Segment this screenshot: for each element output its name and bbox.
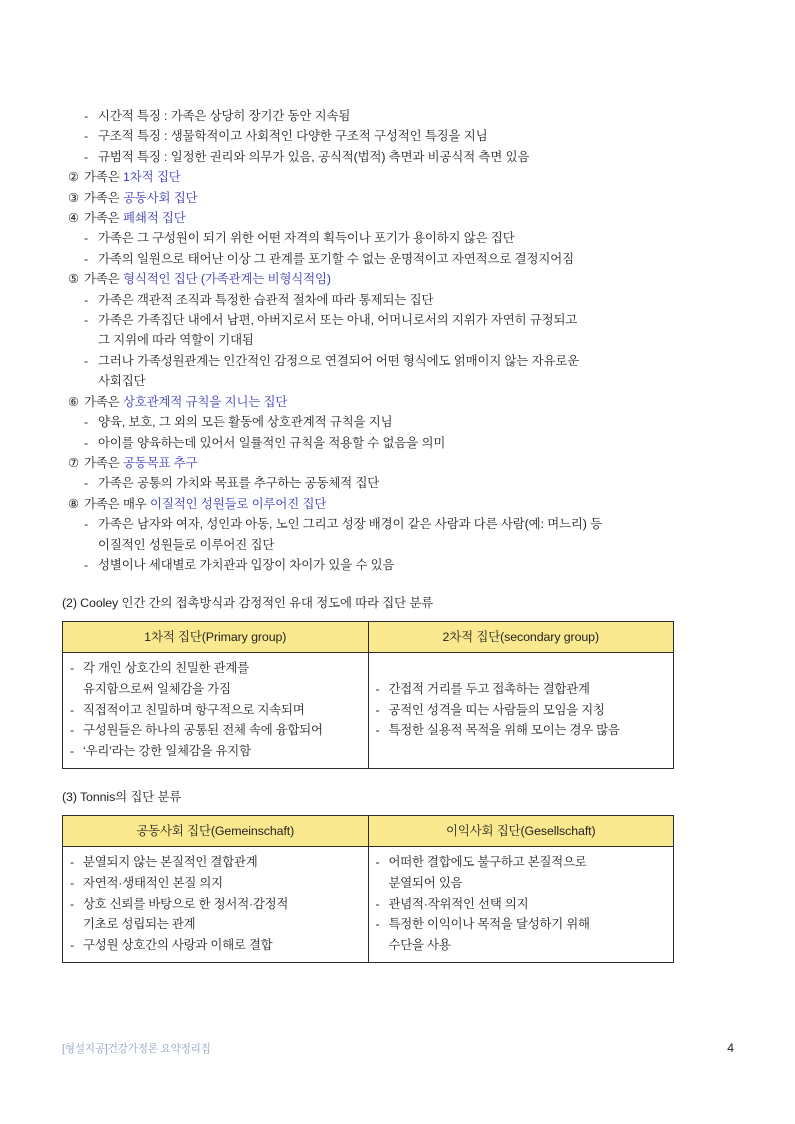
table-cell-text: 관념적·작위적인 선택 의지	[388, 896, 529, 911]
table-cell-text: 상호 신뢰를 바탕으로 한 정서적·감정적	[83, 896, 289, 911]
outline-item	[84, 514, 734, 534]
outline-item-highlight: 폐쇄적 집단	[122, 211, 186, 226]
outline-item-highlight: 이질적인 성원들로 이루어진 집단	[150, 496, 327, 511]
table-cell-bullet: -	[375, 723, 380, 738]
table-cell-line	[376, 679, 667, 700]
outline-item	[98, 371, 734, 391]
table-cell-text: 어떠한 결합에도 불구하고 본질적으로	[388, 855, 587, 870]
outline-item-marker: -	[84, 149, 89, 164]
table-cell-line	[376, 873, 667, 894]
outline-item-text: 구조적 특징 : 생물학적이고 사회적인 다양한 구조적 구성적인 특징을 지님	[98, 129, 488, 144]
table-cell-text: 직접적이고 친밀하며 항구적으로 지속되며	[83, 702, 305, 717]
outline-item-text: 가족은 공통의 가치와 목표를 추구하는 공동체적 집단	[98, 476, 380, 491]
table-header-cell-secondary-group: 2차적 집단(secondary group)	[368, 622, 674, 653]
outline-item	[84, 412, 734, 432]
outline-item-marker: -	[84, 435, 89, 450]
table-header-cell-gesellschaft: 이익사회 집단(Gesellschaft)	[368, 816, 674, 847]
outline-item-marker: -	[84, 109, 89, 123]
outline-item-marker: -	[84, 517, 89, 532]
table-cell-bullet: -	[70, 875, 74, 890]
outline-item-text: 가족은 매우	[84, 496, 151, 511]
outline-item-text: 가족의 일원으로 태어난 이상 그 관계를 포기할 수 없는 운명적이고 자연적으로 결정지어짐	[98, 251, 574, 266]
footer-document-title: [형설지공]건강가정론 요약정리집	[62, 1043, 211, 1055]
outline-item	[98, 535, 734, 555]
table-cell-primary-group	[63, 653, 369, 769]
outline-item-text: 가족은	[84, 272, 123, 287]
outline-item	[84, 106, 734, 126]
outline-item-text: 그 지위에 따라 역할이 기대됨	[98, 333, 254, 348]
section-caption-cooley: (2) Cooley 인간 간의 접촉방식과 감정적인 유대 정도에 따라 집단 분류	[62, 596, 434, 611]
outline-item-text: 이질적인 성원들로 이루어진 집단	[98, 537, 275, 552]
outline-item-marker: -	[84, 476, 89, 491]
table-cell-line	[376, 935, 667, 956]
table-cell-bullet: -	[70, 937, 74, 952]
outline-item-marker: -	[84, 557, 89, 572]
table-cell-line	[70, 658, 361, 679]
outline-item	[68, 269, 734, 289]
table-cell-line	[70, 700, 361, 721]
outline-item	[84, 473, 734, 493]
outline-item	[68, 494, 734, 514]
outline-item-marker: -	[84, 313, 89, 328]
table-cell-bullet: -	[375, 855, 380, 870]
family-characteristics-outline	[62, 106, 734, 575]
table-cell-line	[70, 741, 361, 762]
table-cell-line	[70, 679, 361, 700]
footer-page-number: 4	[727, 1041, 734, 1055]
outline-item-marker: ⑧	[68, 496, 80, 511]
outline-item-marker: ⑦	[68, 455, 80, 470]
table-cell-bullet: -	[70, 661, 74, 676]
outline-item	[84, 290, 734, 310]
table-cell-line	[70, 873, 361, 894]
outline-item	[68, 188, 734, 208]
table-cell-text: 구성원들은 하나의 공통된 전체 속에 융합되어	[83, 723, 323, 738]
outline-item-text: 가족은	[84, 394, 123, 409]
table-cell-text: 구성원 상호간의 사랑과 이해로 결합	[83, 937, 273, 952]
outline-item-text: 가족은 객관적 조직과 특정한 습관적 절차에 따라 통제되는 집단	[98, 292, 434, 307]
tonnis-group-table	[62, 815, 674, 963]
outline-item-highlight: 1차적 집단	[122, 170, 181, 185]
outline-item-text: 양육, 보호, 그 외의 모든 활동에 상호관계적 규칙을 지님	[98, 415, 393, 430]
table-cell-line	[70, 894, 361, 915]
outline-item-marker: -	[84, 415, 89, 430]
outline-item-marker: -	[84, 129, 89, 144]
table-cell-line	[376, 852, 667, 873]
outline-item-text: 가족은 남자와 여자, 성인과 아동, 노인 그리고 성장 배경이 같은 사람과 다른 사람(예: 며느리) 등	[98, 517, 603, 532]
table-cell-line	[376, 894, 667, 915]
outline-item	[98, 330, 734, 350]
outline-item-marker: -	[84, 292, 89, 307]
table-cell-line	[376, 914, 667, 935]
outline-item	[84, 433, 734, 453]
outline-item	[84, 228, 734, 248]
table-row	[63, 653, 674, 769]
table-cell-bullet: -	[375, 681, 380, 696]
outline-item	[84, 555, 734, 575]
table-header-cell-gemeinschaft: 공동사회 집단(Gemeinschaft)	[63, 816, 369, 847]
spacer	[62, 807, 734, 815]
outline-item-highlight: 형식적인 집단 (가족관계는 비형식적임)	[122, 272, 331, 287]
outline-item-marker: ⑥	[68, 394, 80, 409]
table-header-cell-primary-group: 1차적 집단(Primary group)	[63, 622, 369, 653]
table-cell-bullet: -	[375, 896, 380, 911]
table-cell-text: 수단을 사용	[388, 937, 451, 952]
outline-item	[68, 392, 734, 412]
outline-item-highlight: 상호관계적 규칙을 지니는 집단	[122, 394, 288, 409]
table-cell-secondary-group	[368, 653, 674, 769]
table-cell-bullet: -	[70, 723, 74, 738]
outline-item-text: 시간적 특징 : 가족은 상당히 장기간 동안 지속됨	[98, 109, 351, 123]
outline-item-marker: -	[84, 251, 89, 266]
table-cell-gemeinschaft	[63, 847, 369, 963]
outline-item	[68, 167, 734, 187]
table-cell-text: 분열되지 않는 본질적인 결합관계	[83, 855, 258, 870]
table-cell-bullet: -	[70, 743, 74, 758]
spacer	[62, 769, 734, 787]
table-cell-text: 공적인 성격을 띠는 사람들의 모임을 지칭	[388, 702, 605, 717]
outline-item-highlight: 공동목표 추구	[122, 455, 198, 470]
outline-item-marker: ②	[68, 170, 80, 185]
outline-item	[84, 249, 734, 269]
outline-item-marker: ④	[68, 211, 80, 226]
outline-item-text: 가족은	[84, 170, 123, 185]
table-cell-bullet: -	[70, 896, 74, 911]
outline-item-text: 가족은	[84, 211, 123, 226]
outline-item	[68, 208, 734, 228]
page-content	[62, 106, 734, 963]
outline-item-marker: -	[84, 353, 89, 368]
outline-item-text: 가족은 가족집단 내에서 남편, 아버지로서 또는 아내, 어머니로서의 지위가 자연히 규정되고	[98, 313, 578, 328]
table-cell-text: 분열되어 있음	[388, 875, 463, 890]
table-cell-text: ‘우리’라는 강한 일체감을 유지함	[83, 743, 251, 758]
outline-item	[84, 351, 734, 371]
outline-item-text: 사회집단	[98, 374, 146, 389]
outline-item-text: 규범적 특징 : 일정한 권리와 의무가 있음, 공식적(법적) 측면과 비공식적 측면 있음	[98, 149, 530, 164]
table-header-row	[63, 622, 674, 653]
table-cell-text: 유지함으로써 일체감을 가짐	[83, 681, 231, 696]
outline-item-text: 가족은	[84, 190, 123, 205]
table-cell-text: 특정한 이익이나 목적을 달성하기 위해	[388, 917, 590, 932]
table-cell-line	[70, 935, 361, 956]
outline-item	[68, 453, 734, 473]
table-cell-bullet: -	[70, 702, 74, 717]
outline-item	[84, 147, 734, 167]
table-cell-text: 자연적·생태적인 본질 의지	[83, 875, 223, 890]
table-header-row	[63, 816, 674, 847]
outline-item-text: 그러나 가족성원관계는 인간적인 감정으로 연결되어 어떤 형식에도 얽매이지 않는 자유로운	[98, 353, 580, 368]
outline-item-marker: ③	[68, 190, 80, 205]
outline-item	[84, 310, 734, 330]
table-cell-gesellschaft	[368, 847, 674, 963]
section-caption-tonnis: (3) Tonnis의 집단 분류	[62, 790, 182, 805]
outline-item	[84, 126, 734, 146]
outline-item-text: 가족은	[84, 455, 123, 470]
spacer	[62, 613, 734, 621]
table-cell-bullet: -	[375, 917, 380, 932]
outline-item-text: 가족은 그 구성원이 되기 위한 어떤 자격의 획득이나 포기가 용이하지 않은 집단	[98, 231, 515, 246]
table-cell-line	[70, 852, 361, 873]
table-cell-line	[70, 720, 361, 741]
spacer	[62, 575, 734, 593]
table-cell-bullet: -	[70, 855, 74, 870]
table-cell-bullet: -	[375, 702, 380, 717]
outline-item-text: 아이를 양육하는데 있어서 일률적인 규칙을 적용할 수 없음을 의미	[98, 435, 446, 450]
outline-item-marker: ⑤	[68, 272, 80, 287]
table-cell-line	[376, 700, 667, 721]
table-row	[63, 847, 674, 963]
outline-item-marker: -	[84, 231, 89, 246]
outline-item-text: 성별이나 세대별로 가치관과 입장이 차이가 있을 수 있음	[98, 557, 395, 572]
table-cell-text: 기초로 성립되는 관계	[83, 917, 196, 932]
table-cell-line	[70, 914, 361, 935]
table-cell-text: 특정한 실용적 목적을 위해 모이는 경우 많음	[388, 723, 620, 738]
table-cell-text: 각 개인 상호간의 친밀한 관계를	[83, 661, 249, 676]
table-cell-text: 간접적 거리를 두고 접촉하는 결합관계	[388, 681, 590, 696]
outline-item-highlight: 공동사회 집단	[122, 190, 198, 205]
table-cell-line	[376, 720, 667, 741]
page-footer	[62, 1041, 734, 1056]
cooley-group-table	[62, 621, 674, 769]
